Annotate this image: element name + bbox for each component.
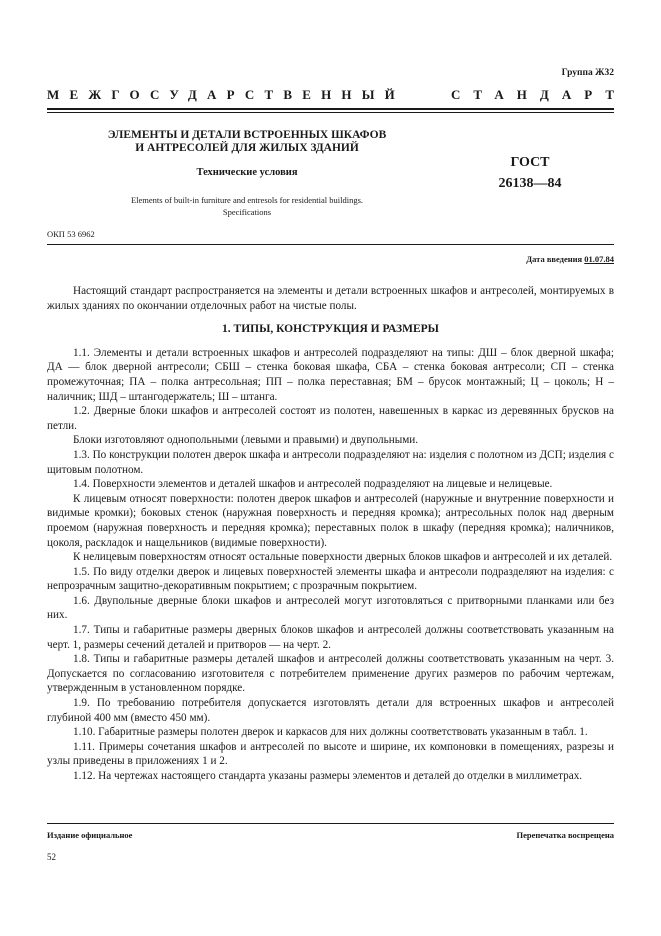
- title-line-1: ЭЛЕМЕНТЫ И ДЕТАЛИ ВСТРОЕННЫХ ШКАФОВ: [107, 129, 387, 141]
- paragraph-1-1: 1.1. Элементы и детали встроенных шкафов и антресолей подразделяют на типы: ДШ – блок дверной шкафа; ДА — блок дверной антресоли; СБШ – стенка боковая шкафа, СБА – стенка боковая антресоли; СП – стенка промежуточная; ПА – полка антресольная; ПП – полка переставная; БМ – брусок монтажный; Ц – цоколь; Н – наличник; ШД – штангодержатель; Ш – штанга.: [47, 346, 614, 403]
- paragraph-1-11: 1.11. Примеры сочетания шкафов и антресолей по высоте и ширине, их компоновки в помещениях, разрезы и узлы приведены в приложениях 1 и 2.: [47, 740, 614, 768]
- group-code: Группа Ж32: [561, 68, 614, 78]
- paragraph-1-2: 1.2. Дверные блоки шкафов и антресолей состоят из полотен, навешенных в каркас из деревянных брусков на петли.: [47, 405, 614, 432]
- paragraph-1-4: 1.4. Поверхности элементов и деталей шкафов и антресолей подразделяют на лицевые и нелицевые.: [73, 478, 553, 491]
- document-title: [47, 129, 447, 155]
- banner-standard: СТАНДАРТ: [450, 87, 627, 102]
- intro-date-label: Дата введения: [526, 254, 583, 264]
- paragraph-1-12: 1.12. На чертежах настоящего стандарта указаны размеры элементов и деталей до отделки в миллиметрах.: [73, 770, 583, 782]
- introduction-date: [526, 254, 614, 264]
- section-heading: 1. ТИПЫ, КОНСТРУКЦИЯ И РАЗМЕРЫ: [222, 323, 439, 336]
- standard-banner: [47, 87, 627, 103]
- english-title-line-1: Elements of built-in furniture and entresols for residential buildings.: [130, 195, 364, 205]
- gost-number: 26138—84: [498, 176, 562, 191]
- paragraph-1-8: 1.8. Типы и габаритные размеры деталей шкафов и антресолей должны соответствовать указанным на черт. 3. Допускается по согласованию изготовителя с потребителем применение других размеров по рабочим чертежам, утвержденным в установленном порядке.: [47, 653, 614, 695]
- gost-designation: [470, 152, 590, 194]
- english-title: [47, 194, 447, 218]
- header-rule-top: [47, 108, 614, 110]
- title-block-rule: [47, 244, 614, 245]
- paragraph-1-2-blocks: Блоки изготовляют однопольными (левыми и правыми) и двупольными.: [73, 434, 419, 447]
- title-line-2: И АНТРЕСОЛЕЙ ДЛЯ ЖИЛЫХ ЗДАНИЙ: [135, 142, 359, 154]
- intro-paragraph: Настоящий стандарт распространяется на элементы и детали встроенных шкафов и антресолей, монтируемых в жилых зданиях по окончании отделочных работ на чистые полы.: [47, 285, 614, 312]
- document-body: [47, 284, 614, 784]
- paragraph-1-9: 1.9. По требованию потребителя допускается изготовлять детали для встроенных шкафов и антресолей глубиной 400 мм (вместо 450 мм).: [47, 697, 614, 724]
- banner-interstate: МЕЖГОСУДАРСТВЕННЫЙ: [47, 87, 405, 102]
- paragraph-1-5: 1.5. По виду отделки дверок и лицевых поверхностей элементы шкафа и антресоли подразделяют на изделия: с непрозрачным защитно-декоративным покрытием; с прозрачным покрытием.: [47, 565, 614, 593]
- gost-label: ГОСТ: [510, 155, 550, 170]
- okp-code: ОКП 53 6962: [47, 229, 95, 239]
- english-title-line-2: Specifications: [222, 207, 272, 217]
- page-number: 52: [47, 852, 56, 862]
- header-rule-bottom: [47, 112, 614, 113]
- paragraph-1-4-nonface: К нелицевым поверхностям относят остальные поверхности дверных блоков шкафов и антресолей и их деталей.: [73, 551, 613, 564]
- paragraph-1-3: 1.3. По конструкции полотен дверок шкафа и антресоли подразделяют на: изделия с полотном из ДСП; изделия с щитовым полотном.: [47, 448, 614, 476]
- intro-date-value: 01.07.84: [584, 254, 614, 264]
- paragraph-1-4-face: К лицевым относят поверхности: полотен дверок шкафов и антресолей (наружные и внутренние поверхности и видимые кромки); боковых стенок (наружная поверхность и передняя кромка); антресольных полок над дверным проемом (наружная поверхность и передняя кромка); переставных полок в шкафу (передняя кромка); наличников, цоколя, раскладок и нащельников (видимые поверхности).: [47, 492, 614, 549]
- paragraph-1-7: 1.7. Типы и габаритные размеры дверных блоков шкафов и антресолей должны соответствовать указанным на черт. 1, размеры сечений деталей и притворов — на черт. 2.: [47, 624, 614, 651]
- document-subtitle: Технические условия: [196, 167, 298, 178]
- paragraph-1-6: 1.6. Двупольные дверные блоки шкафов и антресолей могут изготовляться с притворными планками или без них.: [47, 594, 614, 622]
- footer-rule: [47, 823, 614, 824]
- paragraph-1-10: 1.10. Габаритные размеры полотен дверок и каркасов для них должны соответствовать указанным в табл. 1.: [73, 726, 588, 739]
- reprint-prohibited-note: Перепечатка воспрещена: [516, 830, 614, 840]
- official-edition-note: Издание официальное: [47, 830, 133, 840]
